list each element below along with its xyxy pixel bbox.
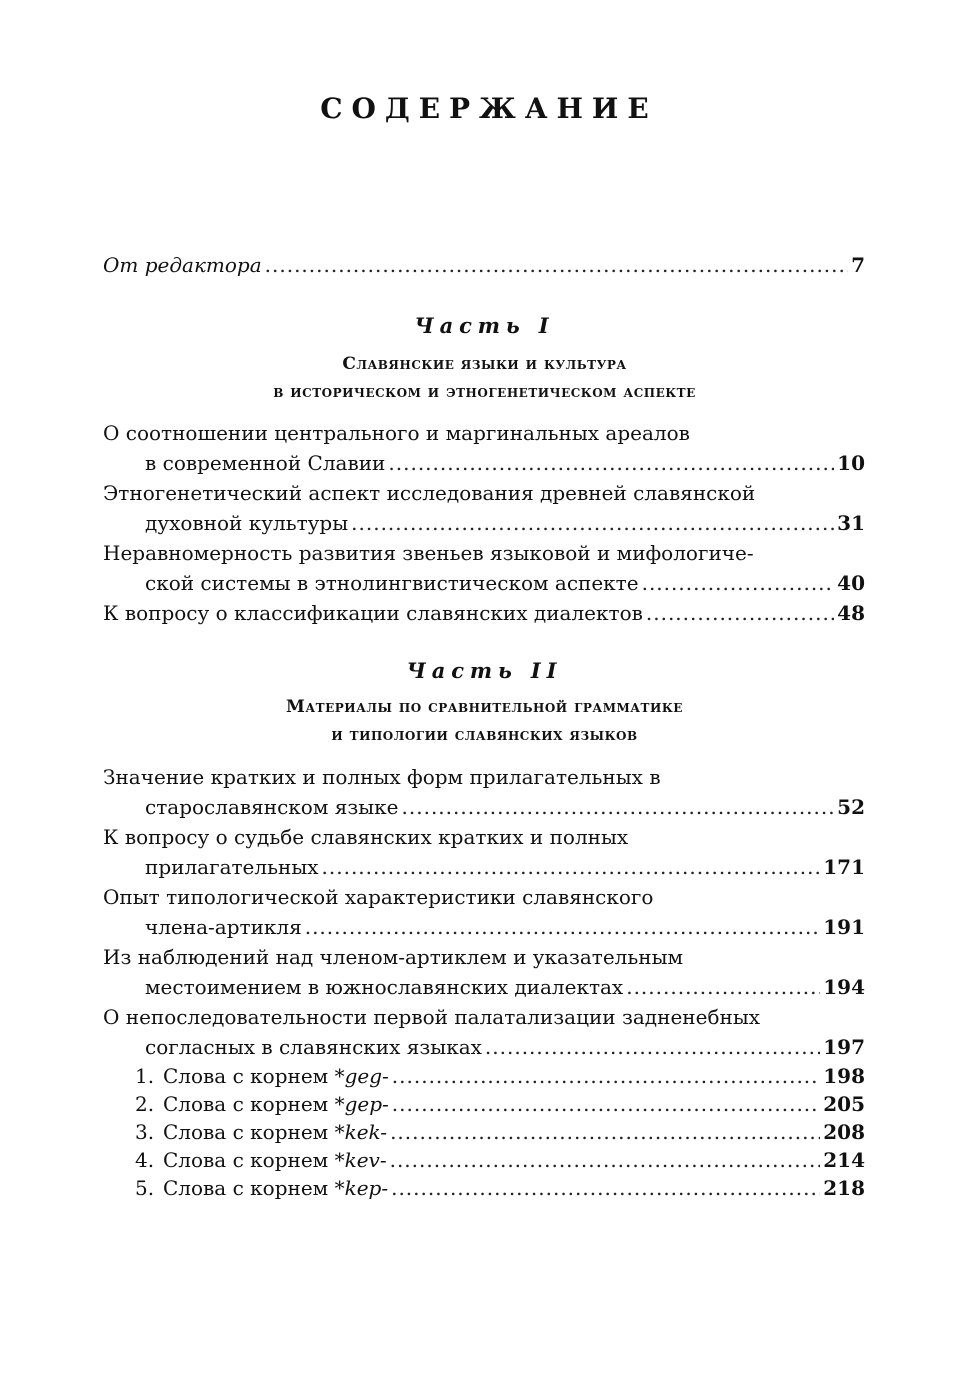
subentry-text: Слова с корнем — [163, 1092, 329, 1116]
part1-title-line2: в историческом и этногенетическом аспекте — [273, 382, 696, 402]
toc-entry-line2: в современной Славии — [145, 451, 386, 475]
subentry-number: 4. — [135, 1148, 155, 1172]
toc-entry-line1: Неравномерность развития звеньев языковой и мифологиче- — [103, 541, 754, 565]
toc-entry[interactable] — [103, 942, 865, 1002]
page-number: 205 — [823, 1092, 865, 1116]
page-number: 197 — [823, 1035, 865, 1059]
toc-entry-line1: Из наблюдений над членом-артиклем и указательным — [103, 945, 684, 969]
subentry-number: 1. — [135, 1064, 155, 1088]
part1-label: Часть I — [414, 313, 555, 338]
toc-entry-line2: старославянском языке — [145, 795, 399, 819]
dot-leader — [392, 1062, 820, 1090]
page-number: 31 — [837, 511, 865, 535]
page-number: 218 — [823, 1176, 865, 1200]
dot-leader — [390, 1118, 820, 1146]
toc-entry[interactable] — [103, 1002, 865, 1062]
toc-entry[interactable] — [103, 822, 865, 882]
page-number: 191 — [823, 915, 865, 939]
part1-title-line1: Славянские языки и культура — [342, 354, 627, 374]
subentry-root: *kev- — [334, 1148, 387, 1172]
page-number: 48 — [837, 601, 865, 625]
dot-leader — [391, 1174, 820, 1202]
page-number: 194 — [823, 975, 865, 999]
toc-subentry[interactable] — [103, 1118, 865, 1146]
toc-entry[interactable] — [103, 478, 865, 538]
dot-leader — [351, 508, 834, 538]
toc-entry-line1: Значение кратких и полных форм прилагательных в — [103, 765, 661, 789]
toc-entry-line1: О непоследовательности первой палатализации задненебных — [103, 1005, 761, 1029]
page-title: СОДЕРЖАНИЕ — [320, 92, 658, 125]
toc-subentry[interactable] — [103, 1174, 865, 1202]
page-number: 198 — [823, 1064, 865, 1088]
subentry-root: *gep- — [334, 1092, 389, 1116]
toc-entry-line2: ской системы в этнолингвистическом аспекте — [145, 571, 639, 595]
toc-entry-line1: Опыт типологической характеристики славянского — [103, 885, 654, 909]
toc-entry[interactable] — [103, 598, 865, 628]
subentry-text: Слова с корнем — [163, 1176, 329, 1200]
toc-entry-line2: духовной культуры — [145, 511, 349, 535]
toc-entry[interactable] — [103, 762, 865, 822]
toc-entry[interactable] — [103, 418, 865, 478]
toc-entry-text: От редактора — [103, 253, 262, 277]
toc-subentry[interactable] — [103, 1062, 865, 1090]
part2-entries — [103, 762, 865, 1202]
dot-leader — [305, 912, 821, 942]
toc-entry[interactable] — [103, 882, 865, 942]
part1-entries — [103, 418, 865, 628]
dot-leader — [642, 568, 835, 598]
dot-leader — [388, 448, 834, 478]
toc-entry-editor[interactable] — [103, 250, 865, 280]
subentry-root: *kep- — [334, 1176, 389, 1200]
toc-entry-line1: О соотношении центрального и маргинальных ареалов — [103, 421, 690, 445]
toc-entry-line1: К вопросу о судьбе славянских кратких и полных — [103, 825, 629, 849]
page-number: 171 — [823, 855, 865, 879]
toc-entry-line2: прилагательных — [145, 855, 319, 879]
subentry-text: Слова с корнем — [163, 1064, 329, 1088]
subentry-text: Слова с корнем — [163, 1148, 329, 1172]
page-number: 208 — [823, 1120, 865, 1144]
dot-leader — [390, 1146, 821, 1174]
dot-leader — [265, 250, 848, 280]
toc-entry-line1: Этногенетический аспект исследования древней славянской — [103, 481, 756, 505]
dot-leader — [485, 1032, 820, 1062]
dot-leader — [392, 1090, 820, 1118]
toc-entry-line2: согласных в славянских языках — [145, 1035, 482, 1059]
subentry-root: *geg- — [334, 1064, 389, 1088]
dot-leader — [646, 598, 834, 628]
page-number: 214 — [823, 1148, 865, 1172]
subentry-root: *kek- — [334, 1120, 388, 1144]
subentry-number: 5. — [135, 1176, 155, 1200]
toc-entry-line2: члена-артикля — [145, 915, 302, 939]
dot-leader — [322, 852, 821, 882]
subentry-number: 3. — [135, 1120, 155, 1144]
subentry-text: Слова с корнем — [163, 1120, 329, 1144]
toc-entry-line2: местоимением в южнославянских диалектах — [145, 975, 624, 999]
page-number: 52 — [837, 795, 865, 819]
subentry-number: 2. — [135, 1092, 155, 1116]
dot-leader — [626, 972, 820, 1002]
part2-title-line1: Материалы по сравнительной грамматике — [286, 697, 683, 717]
page-number: 7 — [851, 253, 865, 277]
toc-entry-text: К вопросу о классификации славянских диалектов — [103, 601, 643, 625]
page-number: 10 — [837, 451, 865, 475]
toc-subentry[interactable] — [103, 1146, 865, 1174]
toc-subentry[interactable] — [103, 1090, 865, 1118]
dot-leader — [402, 792, 835, 822]
toc-entry[interactable] — [103, 538, 865, 598]
page-number: 40 — [837, 571, 865, 595]
part2-title-line2: и типологии славянских языков — [331, 725, 638, 745]
part2-label: Часть II — [406, 658, 563, 683]
